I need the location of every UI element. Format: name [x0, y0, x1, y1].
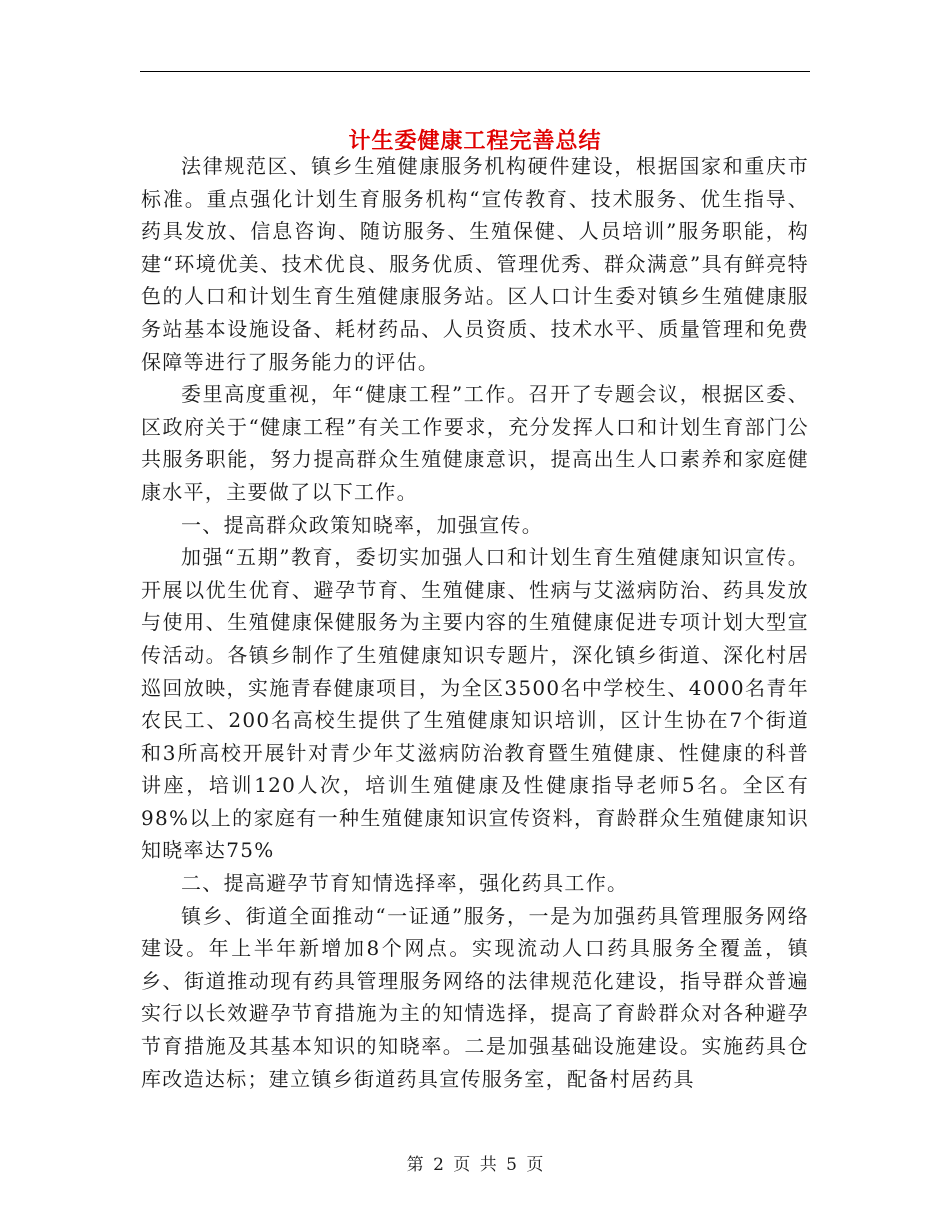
header-rule: [140, 71, 810, 72]
body-paragraph: 委里高度重视，年“健康工程”工作。召开了专题会议，根据区委、区政府关于“健康工程”有关工作要求，充分发挥人口和计划生育部门公共服务职能，努力提高群众生殖健康意识，提高出生人口素养和家庭健康水平，主要做了以下工作。: [141, 382, 809, 504]
body-paragraph: 法律规范区、镇乡生殖健康服务机构硬件建设，根据国家和重庆市标准。重点强化计划生育服务机构“宣传教育、技术服务、优生指导、药具发放、信息咨询、随访服务、生殖保健、人员培训”服务职能，构建“环境优美、技术优良、服务优质、管理优秀、群众满意”具有鲜亮特色的人口和计划生育生殖健康服务站。区人口计生委对镇乡生殖健康服务站基本设施设备、耗材药品、人员资质、技术水平、质量管理和免费保障等进行了服务能力的评估。: [141, 154, 809, 374]
section-heading: 一、提高群众政策知晓率，加强宣传。: [181, 512, 544, 537]
document-body: [141, 150, 809, 1095]
page-number-footer: 第 2 页 共 5 页: [406, 1155, 544, 1175]
body-paragraph: 镇乡、街道全面推动“一证通”服务，一是为加强药具管理服务网络建设。年上半年新增加8个网点。实现流动人口药具服务全覆盖，镇乡、街道推动现有药具管理服务网络的法律规范化建设，指导群众普遍实行以长效避孕节育措施为主的知情选择，提高了育龄群众对各种避孕节育措施及其基本知识的知晓率。二是加强基础设施建设。实施药具仓库改造达标；建立镇乡街道药具宣传服务室，配备村居药具: [141, 903, 809, 1091]
body-paragraph: 加强“五期”教育，委切实加强人口和计划生育生殖健康知识宣传。开展以优生优育、避孕节育、生殖健康、性病与艾滋病防治、药具发放与使用、生殖健康保健服务为主要内容的生殖健康促进专项计划大型宣传活动。各镇乡制作了生殖健康知识专题片，深化镇乡街道、深化村居巡回放映，实施青春健康项目，为全区3500名中学校生、4000名青年农民工、200名高校生提供了生殖健康知识培训，区计生协在7个街道和3所高校开展针对青少年艾滋病防治教育暨生殖健康、性健康的科普讲座，培训120人次，培训生殖健康及性健康指导老师5名。全区有98%以上的家庭有一种生殖健康知识宣传资料，育龄群众生殖健康知识知晓率达75%: [141, 545, 809, 863]
section-heading: 二、提高避孕节育知情选择率，强化药具工作。: [181, 871, 629, 896]
document-title: 计生委健康工程完善总结: [348, 127, 602, 154]
